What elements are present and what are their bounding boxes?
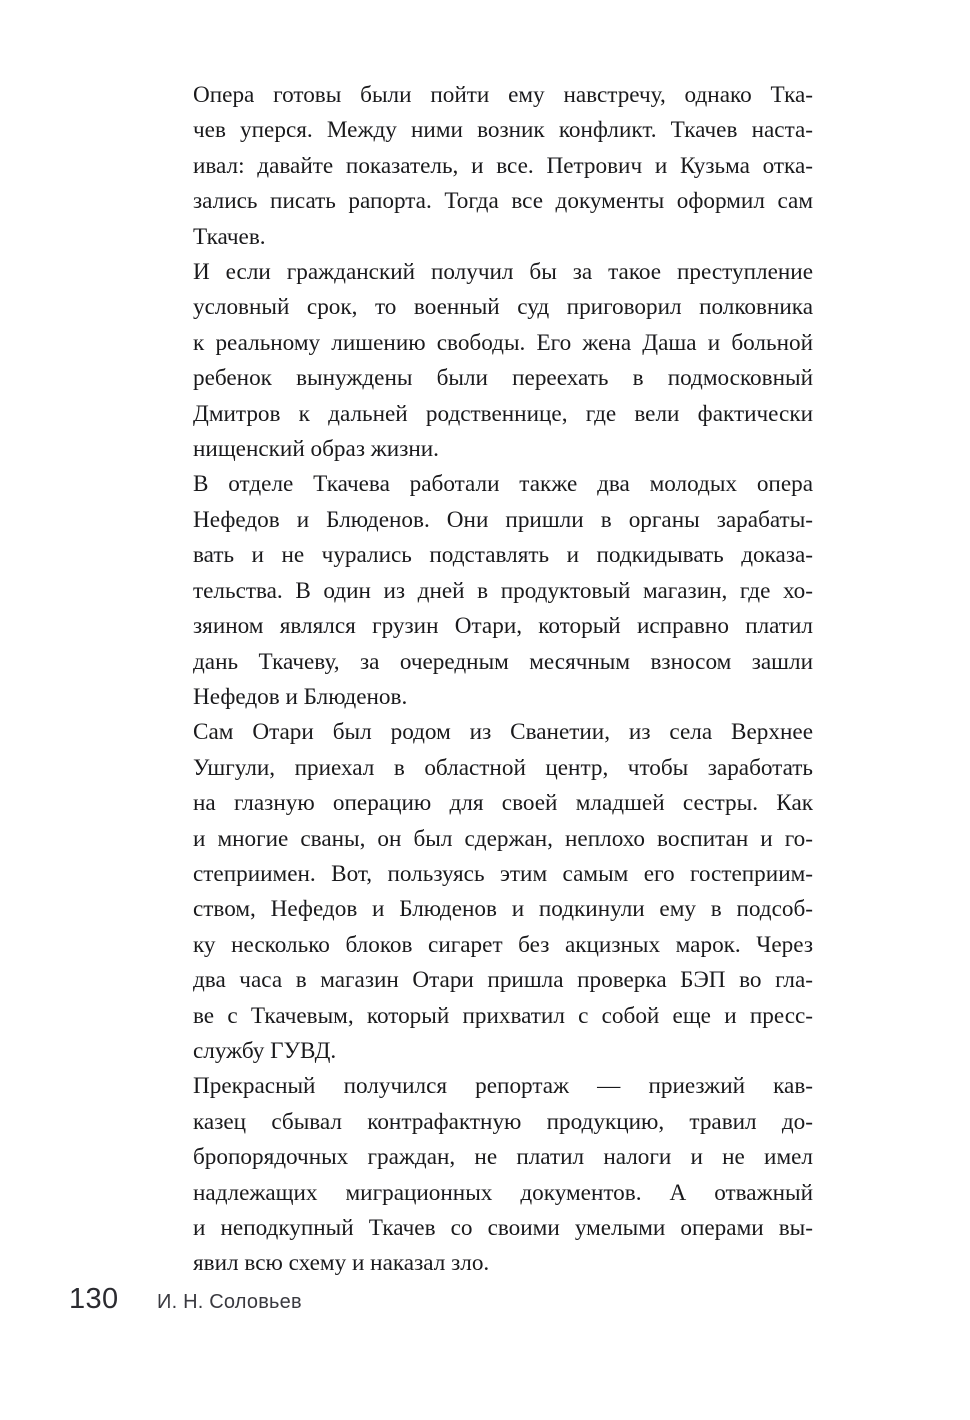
text-line: тельства. В один из дней в продуктовый магазин, где хо- bbox=[193, 577, 813, 604]
text-line: Ушгули, приехал в областной центр, чтобы заработать bbox=[193, 754, 813, 781]
page-number: 130 bbox=[69, 1283, 119, 1315]
body-paragraph bbox=[160, 467, 813, 715]
text-line: Нефедов и Блюденов. Они пришли в органы зарабаты- bbox=[193, 506, 813, 533]
body-paragraph bbox=[160, 715, 813, 1069]
text-line: ребенок вынуждены были переехать в подмосковный bbox=[193, 365, 813, 392]
text-line: Опера готовы были пойти ему навстречу, однако Тка- bbox=[193, 82, 813, 108]
text-line: зались писать рапорта. Тогда все документы оформил сам bbox=[193, 188, 813, 215]
text-line: дань Ткачеву, за очередным месячным взносом зашли bbox=[193, 648, 813, 675]
text-line: явил всю схему и наказал зло. bbox=[193, 1250, 490, 1277]
body-paragraph bbox=[160, 1069, 813, 1281]
text-line: ивал: давайте показатель, и все. Петрович и Кузьма отка- bbox=[193, 152, 813, 179]
text-line: И если гражданский получил бы за такое преступление bbox=[193, 259, 813, 286]
text-line: зяином являлся грузин Отари, который исправно платил bbox=[193, 613, 813, 640]
text-line: чев уперся. Между ними возник конфликт. Ткачев наста- bbox=[193, 117, 813, 144]
page-body-text bbox=[160, 78, 813, 1282]
text-line: и неподкупный Ткачев со своими умелыми операми вы- bbox=[193, 1215, 813, 1241]
text-line: Прекрасный получился репортаж — приезжий кав- bbox=[193, 1073, 813, 1100]
text-line: к реальному лишению свободы. Его жена Даша и больной bbox=[193, 329, 813, 356]
running-header-author: И. Н. Соловьев bbox=[157, 1291, 302, 1313]
text-line: службу ГУВД. bbox=[193, 1037, 337, 1064]
page-footer bbox=[0, 1283, 970, 1327]
text-line: степриимен. Вот, пользуясь этим самым его гостеприим- bbox=[193, 860, 813, 887]
text-line: ку несколько блоков сигарет без акцизных марок. Через bbox=[193, 931, 813, 958]
text-line: надлежащих миграционных документов. А отважный bbox=[193, 1179, 813, 1206]
text-line: нищенский образ жизни. bbox=[193, 436, 439, 463]
text-line: Дмитров к дальней родственнице, где вели фактически bbox=[193, 400, 813, 427]
text-line: на глазную операцию для своей младшей сестры. Как bbox=[193, 790, 813, 817]
text-line: и многие сваны, он был сдержан, неплохо воспитан и го- bbox=[193, 825, 813, 852]
text-line: ве с Ткачевым, который прихватил с собой еще и пресс- bbox=[193, 1002, 813, 1029]
body-paragraph bbox=[160, 255, 813, 467]
text-line: вать и не чурались подставлять и подкидывать доказа- bbox=[193, 542, 813, 569]
text-line: ством, Нефедов и Блюденов и подкинули ему в подсоб- bbox=[193, 896, 813, 923]
text-line: казец сбывал контрафактную продукцию, травил до- bbox=[193, 1108, 813, 1135]
body-paragraph bbox=[160, 78, 813, 255]
text-line: Сам Отари был родом из Сванетии, из села Верхнее bbox=[193, 719, 813, 746]
text-line: В отделе Ткачева работали также два молодых опера bbox=[193, 471, 813, 498]
text-line: Нефедов и Блюденов. bbox=[193, 683, 408, 710]
text-line: бропорядочных граждан, не платил налоги и не имел bbox=[193, 1144, 813, 1171]
text-line: Ткачев. bbox=[193, 223, 266, 250]
text-line: два часа в магазин Отари пришла проверка БЭП во гла- bbox=[193, 967, 813, 994]
text-line: условный срок, то военный суд приговорил полковника bbox=[193, 294, 813, 321]
